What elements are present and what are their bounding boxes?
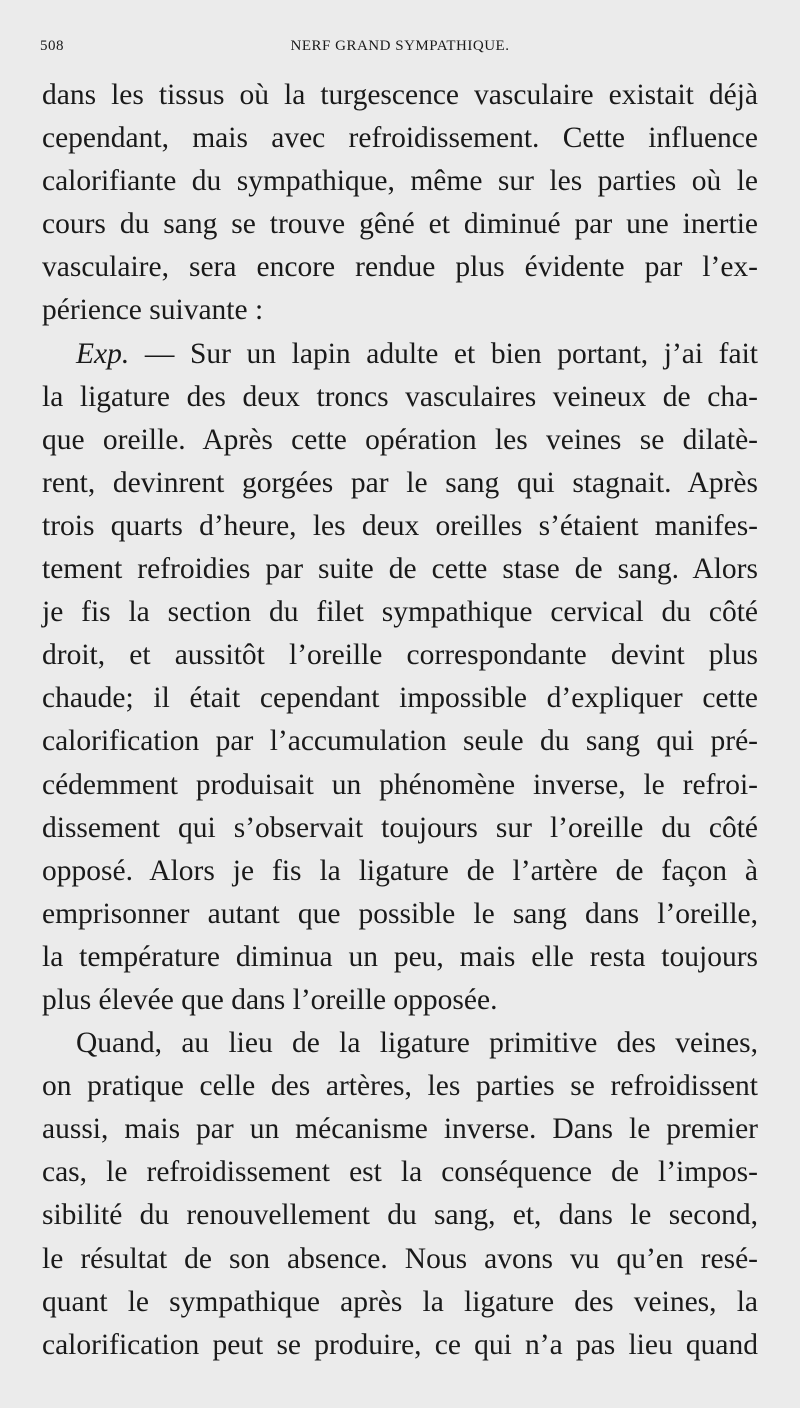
text-line: cours du sang se trouve gêné et diminué par une inertie — [42, 208, 758, 241]
experiment-label: Exp. — [76, 337, 130, 370]
text-line: calorifiante du sympathique, même sur les parties où le — [42, 165, 758, 198]
text-line: dissement qui s’observait toujours sur l’oreille du côté — [42, 811, 758, 844]
text-line: cas, le refroidissement est la conséquence de l’impos- — [42, 1156, 758, 1189]
text-line: aussi, mais par un mécanisme inverse. Dans le premier — [42, 1113, 758, 1146]
text-line: dans les tissus où la turgescence vasculaire existait déjà — [42, 79, 758, 111]
text-line: périence suivante : — [42, 294, 264, 327]
page-number: 508 — [40, 38, 64, 54]
text-line: droit, et aussitôt l’oreille correspondante devint plus — [42, 639, 758, 672]
text-line: opposé. Alors je fis la ligature de l’artère de façon à — [42, 854, 758, 887]
text-line: rent, devinrent gorgées par le sang qui stagnait. Après — [42, 466, 758, 499]
text-line: Quand, au lieu de la ligature primitive des veines, — [76, 1027, 758, 1060]
text-line: trois quarts d’heure, les deux oreilles s’étaient manifes- — [42, 509, 758, 542]
text-line: chaude; il était cependant impossible d’expliquer cette — [42, 682, 758, 715]
text-line: la ligature des deux troncs vasculaires veineux de cha- — [42, 380, 758, 413]
body-text — [42, 74, 758, 1367]
text-line: tement refroidies par suite de cette stase de sang. Alors — [42, 553, 758, 586]
text-line: quant le sympathique après la ligature des veines, la — [42, 1285, 758, 1318]
text-line: que oreille. Après cette opération les veines se dilatè- — [42, 423, 758, 456]
experiment-first-line — [42, 333, 758, 376]
text-line: le résultat de son absence. Nous avons vu qu’en resé- — [42, 1242, 758, 1275]
text-line: je fis la section du filet sympathique cervical du côté — [42, 596, 758, 629]
text-line: la température diminua un peu, mais elle resta toujours — [42, 940, 758, 973]
experiment-first-line-text: — Sur un lapin adulte et bien portant, j’ai fait — [129, 337, 758, 370]
text-line: sibilité du renouvellement du sang, et, dans le second, — [42, 1199, 758, 1232]
text-line: vasculaire, sera encore rendue plus évidente par l’ex- — [42, 251, 758, 284]
text-line: calorification par l’accumulation seule du sang qui pré- — [42, 725, 758, 758]
text-line: cédemment produisait un phénomène inverse, le refroi- — [42, 768, 758, 801]
text-line: calorification peut se produire, ce qui n’a pas lieu quand — [42, 1328, 758, 1361]
running-head: NERF GRAND SYMPATHIQUE. — [290, 38, 510, 54]
text-line: cependant, mais avec refroidissement. Cette influence — [42, 122, 758, 155]
text-line: plus élevée que dans l’oreille opposée. — [42, 983, 498, 1016]
text-line: emprisonner autant que possible le sang dans l’oreille, — [42, 897, 758, 930]
page-header — [40, 38, 760, 60]
text-line: on pratique celle des artères, les parties se refroidissent — [42, 1070, 758, 1103]
